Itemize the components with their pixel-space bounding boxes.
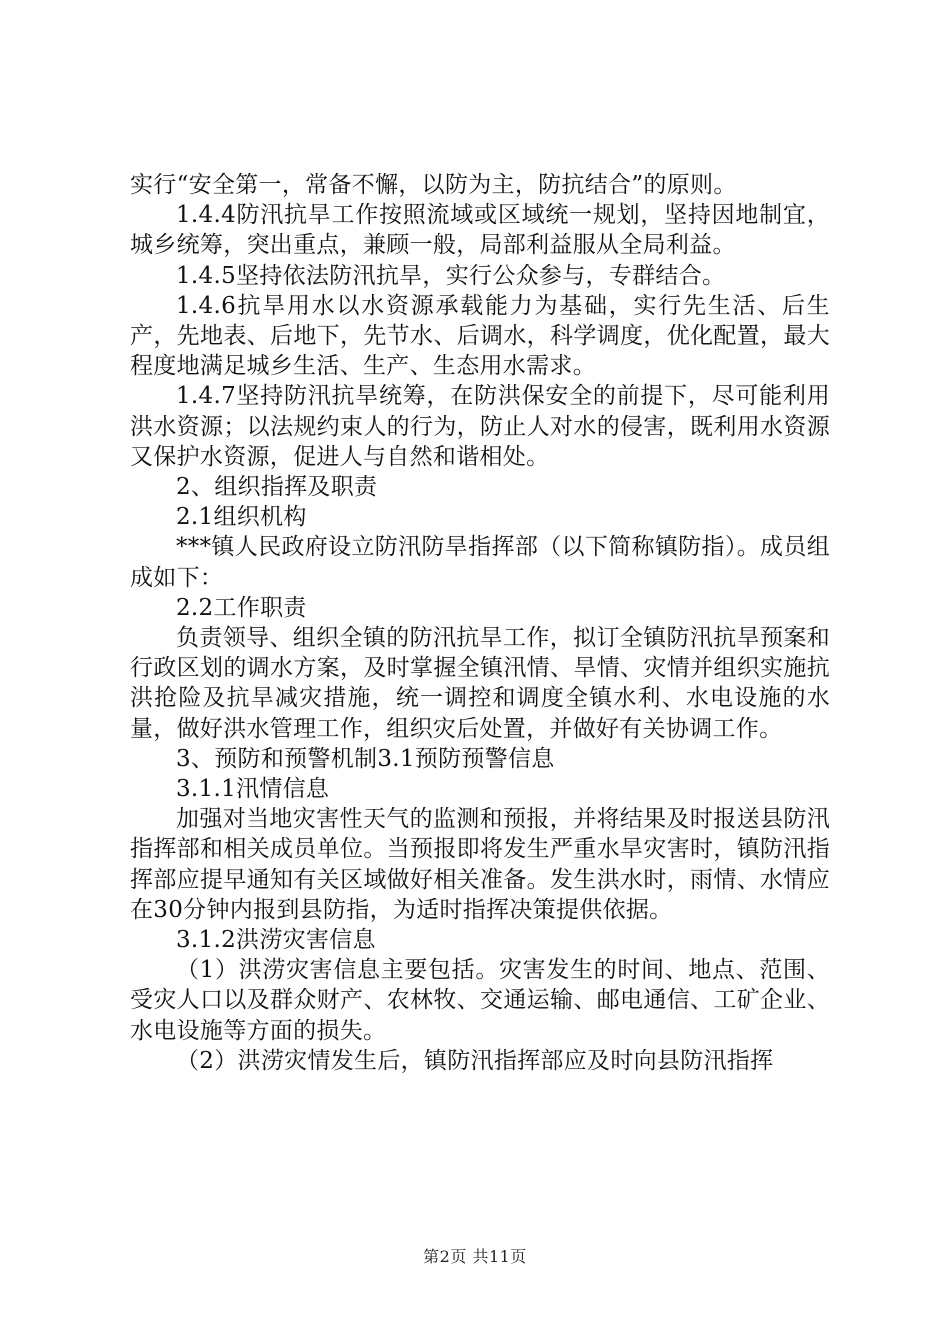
paragraph: 实行“安全第一，常备不懈，以防为主，防抗结合”的原则。 [130,172,737,198]
page-footer [0,1244,950,1267]
paragraph: 1.4.6抗旱用水以水资源承载能力为基础，实行先生活、后生产，先地表、后地下，先节水、后调水，科学调度，优化配置，最大程度地满足城乡生活、生产、生态用水需求。 [130,292,830,380]
paragraph: 负责领导、组织全镇的防汛抗旱工作，拟订全镇防汛抗旱预案和行政区划的调水方案，及时掌握全镇汛情、旱情、灾情并组织实施抗洪抢险及抗旱减灾措施，统一调控和调度全镇水利、水电设施的水量，做好洪水管理工作，组织灾后处置，并做好有关协调工作。 [130,625,830,742]
paragraph: 1.4.4防汛抗旱工作按照流域或区域统一规划，坚持因地制宜，城乡统筹，突出重点，兼顾一般，局部利益服从全局利益。 [130,202,830,259]
paragraph: ***镇人民政府设立防汛防旱指挥部（以下简称镇防指）。成员组成如下： [130,534,830,591]
paragraph: 2.1组织机构 [176,504,307,531]
document-body [130,170,830,1076]
paragraph: 1.4.5坚持依法防汛抗旱，实行公众参与，专群结合。 [176,262,726,289]
paragraph: 3.1.1汛情信息 [176,776,330,803]
paragraph: 2.2工作职责 [176,594,307,621]
page-number: 第2页 共11页 [423,1247,527,1266]
paragraph: 3.1.2洪涝灾害信息 [176,927,376,954]
paragraph: （2）洪涝灾情发生后，镇防汛指挥部应及时向县防汛指挥 [176,1047,774,1074]
paragraph: （1）洪涝灾害信息主要包括。灾害发生的时间、地点、范围、受灾人口以及群众财产、农林牧、交通运输、邮电通信、工矿企业、水电设施等方面的损失。 [130,957,830,1044]
paragraph: 2、组织指挥及职责 [176,474,378,501]
paragraph: 3、预防和预警机制3.1预防预警信息 [176,745,555,772]
paragraph: 1.4.7坚持防汛抗旱统筹，在防洪保安全的前提下，尽可能利用洪水资源；以法规约束人的行为，防止人对水的侵害，既利用水资源又保护水资源，促进人与自然和谐相处。 [130,383,830,470]
paragraph: 加强对当地灾害性天气的监测和预报，并将结果及时报送县防汛指挥部和相关成员单位。当预报即将发生严重水旱灾害时，镇防汛指挥部应提早通知有关区域做好相关准备。发生洪水时，雨情、水情应在30分钟内报到县防指，为适时指挥决策提供依据。 [130,806,830,923]
